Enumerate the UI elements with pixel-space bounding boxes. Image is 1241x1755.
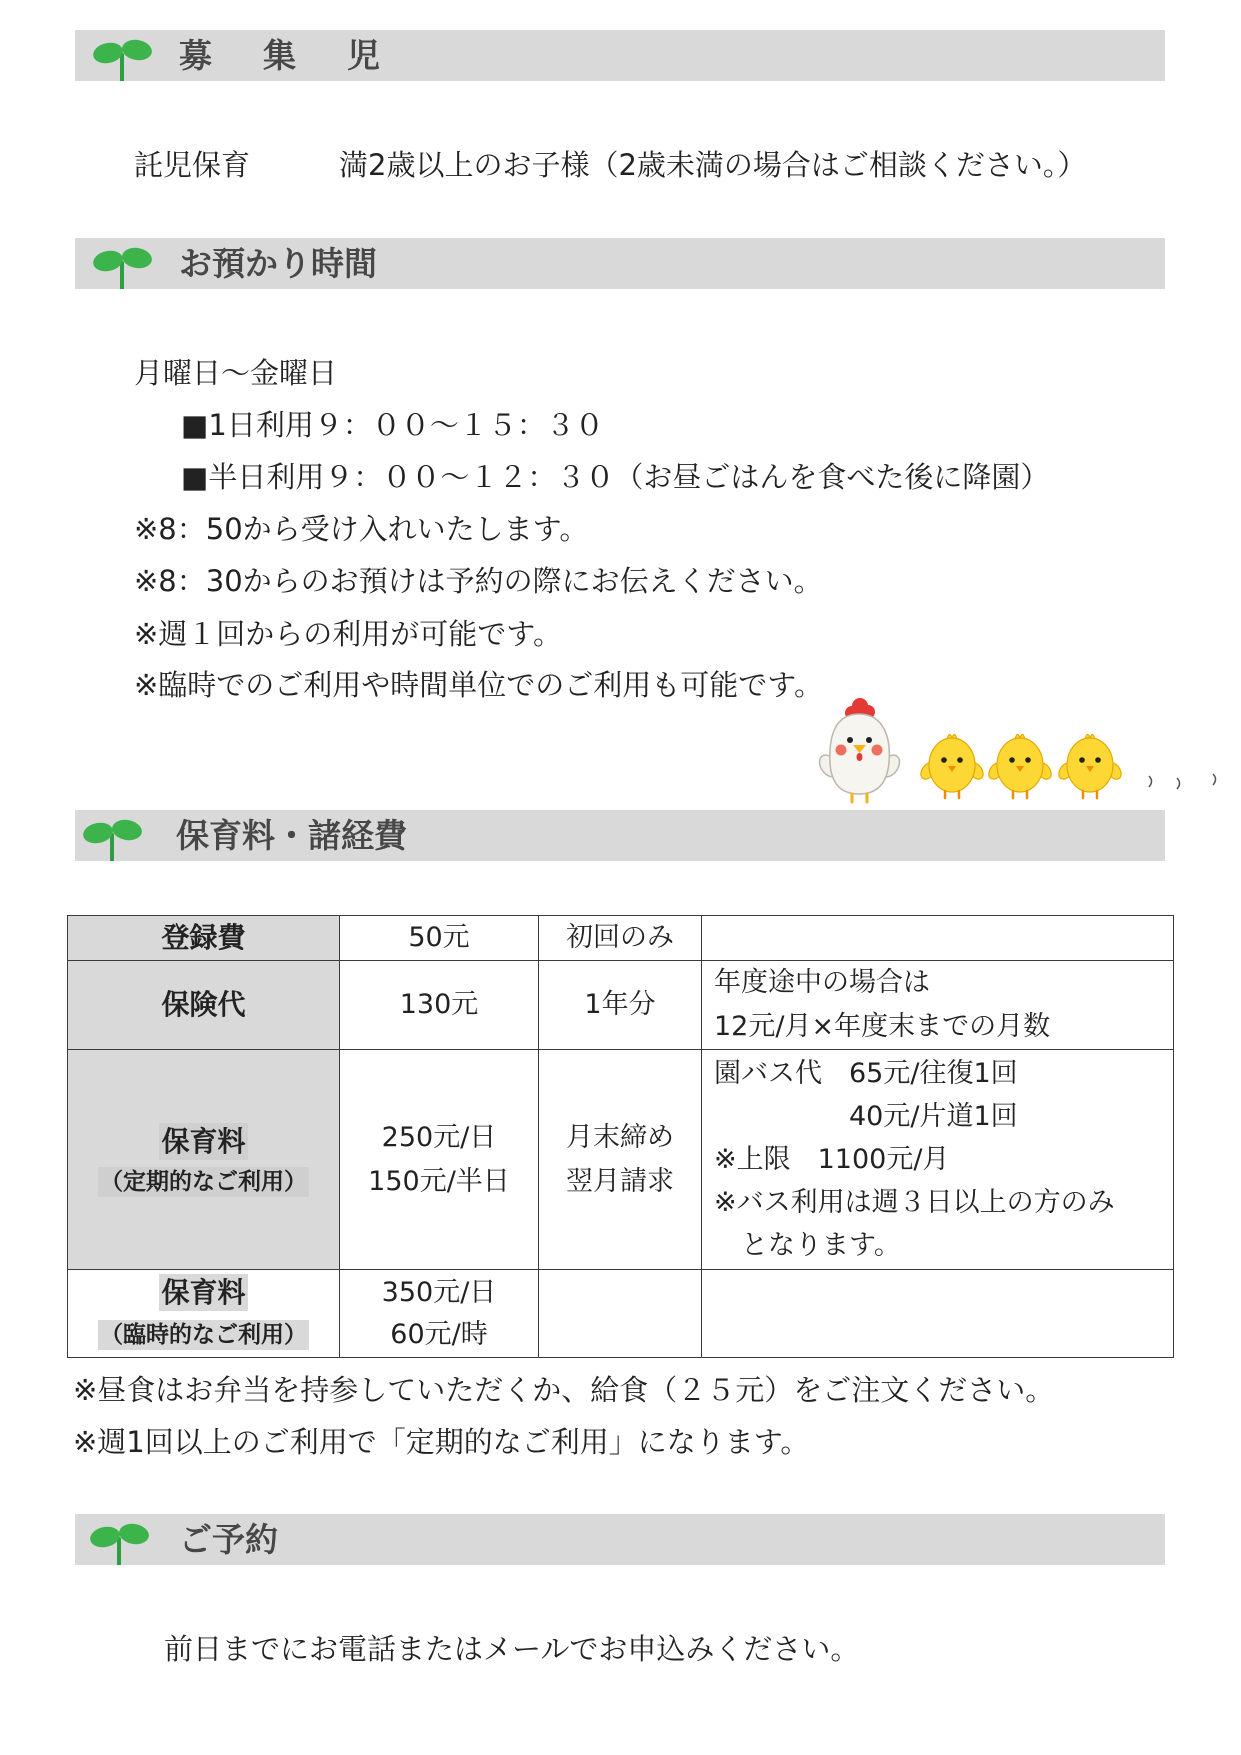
section-header-fees: [75, 810, 1165, 861]
table-row: [68, 916, 1174, 961]
fees-note: ※週1回以上のご利用で「定期的なご利用」になります。: [73, 1425, 810, 1459]
fee-amount-cell: [340, 916, 539, 961]
hours-note: ※8：50から受け入れいたします。: [134, 512, 589, 546]
fee-amount: 350元/日: [381, 1276, 497, 1308]
fee-remark: 12元/月×年度末までの月数: [714, 1011, 1051, 1042]
fee-remark: ※バス利用は週３日以上の方のみ: [714, 1187, 1115, 1218]
fee-billing-cell: [539, 916, 702, 961]
sprout-icon: [82, 817, 142, 861]
fee-item-subname: （定期的なご利用）: [100, 1168, 307, 1195]
fee-remarks-cell: [702, 1050, 1174, 1270]
fee-item-cell: [68, 961, 340, 1050]
fee-remark: ※上限 1100元/月: [714, 1144, 950, 1175]
fee-amount-cell: [340, 961, 539, 1050]
fee-table: [67, 915, 1174, 1358]
fees-note: ※昼食はお弁当を持参していただくか、給食（２５元）をご注文ください。: [73, 1373, 1055, 1407]
fee-remarks-cell: [702, 961, 1174, 1050]
fee-billing: 月末締め: [566, 1121, 674, 1153]
fee-amount-cell: [340, 1050, 539, 1270]
fee-item-name: 登録費: [161, 921, 246, 954]
fee-item-cell: [68, 1050, 340, 1270]
fee-item-cell: [68, 916, 340, 961]
fee-remark: 40元/片道1回: [849, 1101, 1018, 1132]
recruitment-value: 満2歳以上のお子様（2歳未満の場合はご相談ください。）: [339, 148, 1087, 182]
motion-mark: [1177, 778, 1180, 789]
fee-remarks-cell: [702, 1270, 1174, 1358]
hours-half-day: ■半日利用９：００～１２：３０（お昼ごはんを食べた後に降園）: [181, 460, 1050, 494]
hours-note: ※週１回からの利用が可能です。: [134, 617, 562, 651]
section-header-hours: [75, 238, 1165, 289]
fee-amount: 250元/日: [381, 1121, 497, 1153]
fee-item-name: 保育料: [161, 1275, 246, 1309]
fee-billing: 初回のみ: [566, 922, 674, 953]
section-header-recruitment: [75, 30, 1165, 81]
section-title: お預かり時間: [179, 244, 377, 283]
fee-item-cell: [68, 1270, 340, 1358]
section-header-reservation: [75, 1514, 1165, 1565]
motion-mark: [1213, 774, 1216, 785]
fee-amount: 130元: [399, 989, 479, 1020]
hours-note: ※臨時でのご利用や時間単位でのご利用も可能です。: [134, 668, 823, 702]
hours-full-day: ■1日利用９：００～１５：３０: [181, 408, 604, 442]
recruitment-label: 託児保育: [134, 148, 251, 182]
fee-remark: となります。: [741, 1230, 901, 1261]
sprout-icon: [89, 1521, 149, 1565]
fee-remarks-cell: [702, 916, 1174, 961]
section-title: 保育料・諸経費: [176, 816, 407, 855]
section-title: ご予約: [179, 1520, 278, 1559]
chick-illustration: [1056, 734, 1124, 798]
hen-illustration: [816, 698, 904, 802]
motion-mark: [1149, 776, 1152, 787]
fee-billing-cell: [539, 1050, 702, 1270]
fee-billing: 翌月請求: [566, 1165, 674, 1197]
table-row: [68, 1050, 1174, 1270]
fee-amount: 60元/時: [390, 1318, 488, 1350]
fee-billing-cell: [539, 1270, 702, 1358]
fee-amount-cell: [340, 1270, 539, 1358]
chick-illustration: [918, 734, 986, 798]
hours-days: 月曜日～金曜日: [134, 356, 338, 390]
hours-note: ※8：30からのお預けは予約の際にお伝えください。: [134, 564, 823, 598]
fee-item-name: 保険代: [161, 988, 246, 1021]
fee-remark: 年度途中の場合は: [714, 967, 930, 998]
fee-amount: 150元/半日: [368, 1165, 510, 1197]
table-row: [68, 1270, 1174, 1358]
reservation-text: 前日までにお電話またはメールでお申込みください。: [164, 1632, 860, 1666]
fee-amount: 50元: [408, 922, 470, 953]
chicken-illustration: [815, 690, 1230, 810]
chick-illustration: [986, 734, 1054, 798]
fee-billing-cell: [539, 961, 702, 1050]
sprout-icon: [92, 245, 152, 289]
sprout-icon: [92, 37, 152, 81]
fee-remark: 園バス代 65元/往復1回: [714, 1058, 1018, 1089]
fee-item-subname: （臨時的なご利用）: [100, 1321, 307, 1348]
section-title: 募 集 児: [179, 36, 389, 75]
fee-billing: 1年分: [584, 989, 656, 1020]
fee-item-name: 保育料: [161, 1124, 246, 1158]
table-row: [68, 961, 1174, 1050]
